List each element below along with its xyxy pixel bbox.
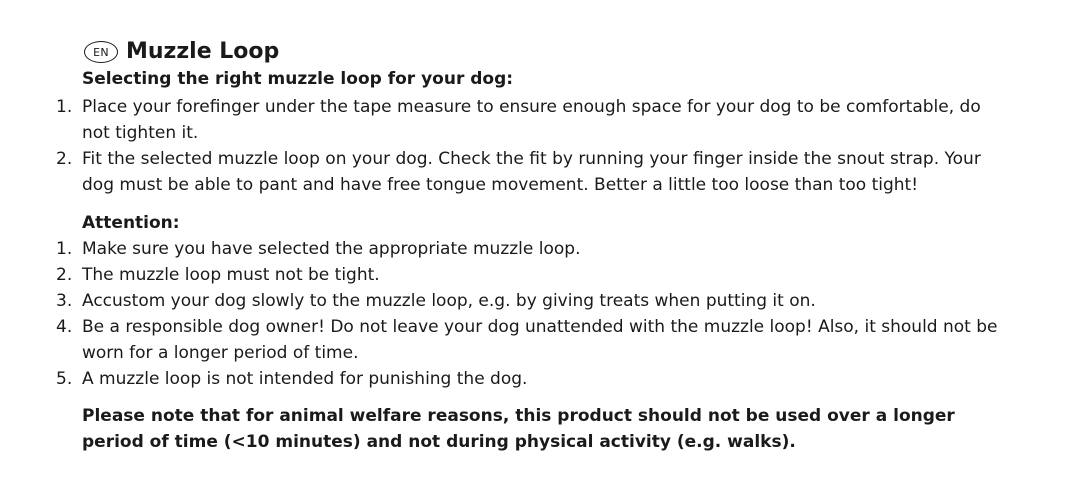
attention-heading: Attention: [82,213,180,233]
list-item [0,366,1002,392]
item-number: 2. [56,265,73,285]
language-badge: EN [84,41,118,63]
item-number: 4. [56,317,73,337]
list-item [0,262,1002,288]
section-header [84,38,279,66]
list-item [0,94,1002,146]
welfare-note: Please note that for animal welfare reasons, this product should not be used over a longer period of time (<10 minutes) and not during physical activity (e.g. walks). [82,406,955,452]
item-number: 3. [56,291,73,311]
item-number: 2. [56,149,73,169]
list-item [0,314,1002,366]
attention-list [0,236,1002,392]
selecting-list [0,94,1002,198]
item-text: Fit the selected muzzle loop on your dog. Check the fit by running your finger inside the snout strap. Your dog must be able to pant and have free tongue movement. Better a little too loose than too tight! [82,149,981,195]
page-title: Muzzle Loop [126,39,280,64]
list-item [0,236,1002,262]
item-text: The muzzle loop must not be tight. [82,265,380,285]
item-number: 1. [56,239,73,259]
item-text: Accustom your dog slowly to the muzzle loop, e.g. by giving treats when putting it on. [82,291,816,311]
item-text: Be a responsible dog owner! Do not leave your dog unattended with the muzzle loop! Also, it should not be worn for a longer period of time. [82,317,998,363]
item-number: 5. [56,369,73,389]
list-item [0,146,1002,198]
item-text: Place your forefinger under the tape measure to ensure enough space for your dog to be comfortable, do not tighten it. [82,97,981,143]
item-text: A muzzle loop is not intended for punishing the dog. [82,369,528,389]
item-text: Make sure you have selected the appropriate muzzle loop. [82,239,581,259]
list-item [0,288,1002,314]
selecting-heading: Selecting the right muzzle loop for your dog: [82,69,514,89]
item-number: 1. [56,97,73,117]
